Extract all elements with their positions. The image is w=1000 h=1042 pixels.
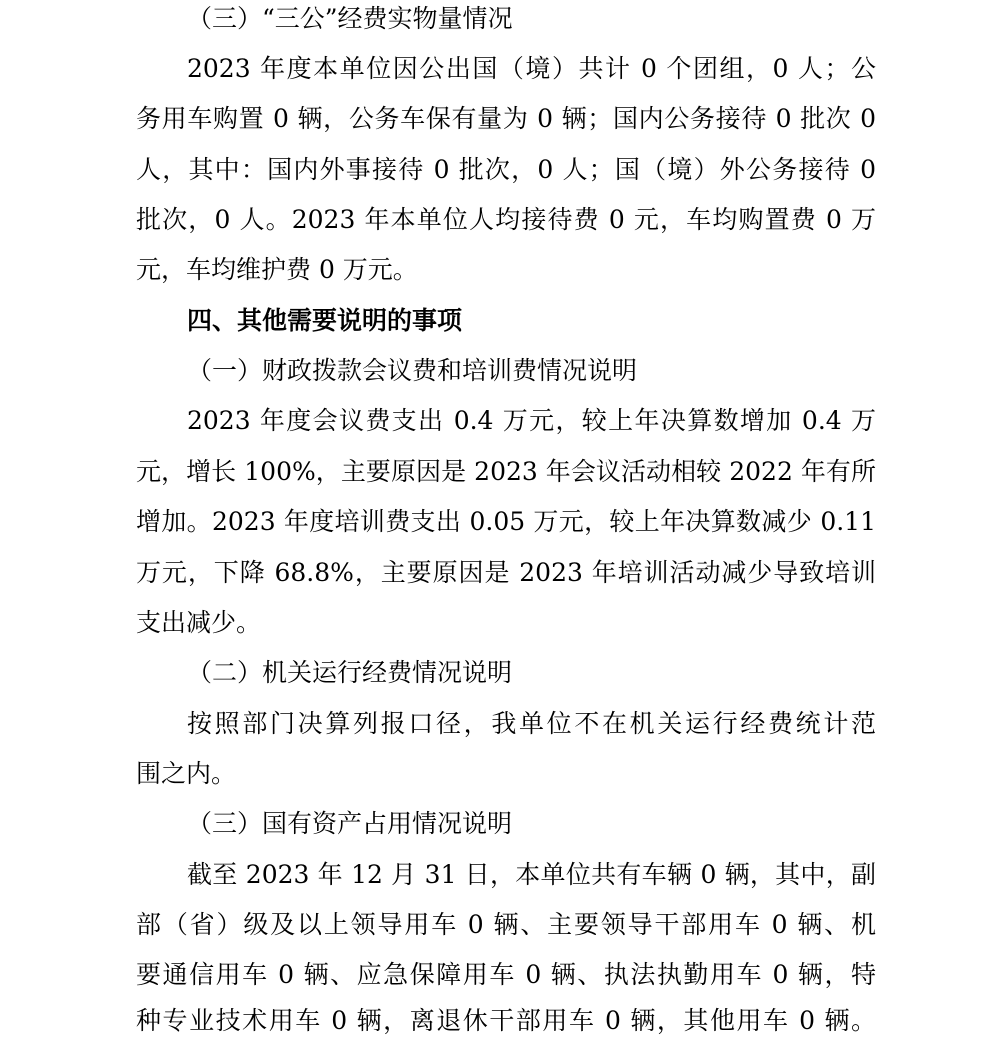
paragraph-line: 万元，下降 68.8%，主要原因是 2023 年培训活动减少导致培训 — [136, 558, 876, 587]
paragraph-line: 部（省）级及以上领导用车 0 辆、主要领导干部用车 0 辆、机 — [136, 910, 876, 939]
section-heading-meeting-training: （一）财政拨款会议费和培训费情况说明 — [187, 356, 638, 385]
paragraph-line: 种专业技术用车 0 辆，离退休干部用车 0 辆，其他用车 0 辆。 — [136, 1006, 876, 1035]
paragraph-line: 围之内。 — [136, 759, 237, 788]
section-heading-state-assets: （三）国有资产占用情况说明 — [187, 809, 513, 838]
paragraph-line: 按照部门决算列报口径，我单位不在机关运行经费统计范 — [187, 709, 876, 738]
paragraph-line: 人，其中：国内外事接待 0 批次，0 人；国（境）外公务接待 0 — [136, 155, 876, 184]
paragraph-line: 2023 年度本单位因公出国（境）共计 0 个团组，0 人；公 — [187, 54, 876, 83]
chapter-heading-other-matters: 四、其他需要说明的事项 — [187, 306, 463, 335]
paragraph-line: 截至 2023 年 12 月 31 日，本单位共有车辆 0 辆，其中，副 — [187, 860, 876, 889]
paragraph-line: 增加。2023 年度培训费支出 0.05 万元，较上年决算数减少 0.11 — [136, 507, 876, 536]
paragraph-line: 元，车均维护费 0 万元。 — [136, 255, 418, 284]
paragraph-line: 支出减少。 — [136, 608, 262, 637]
section-heading-sangong-quantity: （三）“三公”经费实物量情况 — [187, 4, 513, 33]
section-heading-operating-funds: （二）机关运行经费情况说明 — [187, 658, 513, 687]
paragraph-line: 元，增长 100%，主要原因是 2023 年会议活动相较 2022 年有所 — [136, 457, 876, 486]
paragraph-line: 要通信用车 0 辆、应急保障用车 0 辆、执法执勤用车 0 辆，特 — [136, 960, 876, 989]
paragraph-line: 务用车购置 0 辆，公务车保有量为 0 辆；国内公务接待 0 批次 0 — [136, 104, 876, 133]
paragraph-line: 批次，0 人。2023 年本单位人均接待费 0 元，车均购置费 0 万 — [136, 205, 876, 234]
paragraph-line: 2023 年度会议费支出 0.4 万元，较上年决算数增加 0.4 万 — [187, 406, 876, 435]
